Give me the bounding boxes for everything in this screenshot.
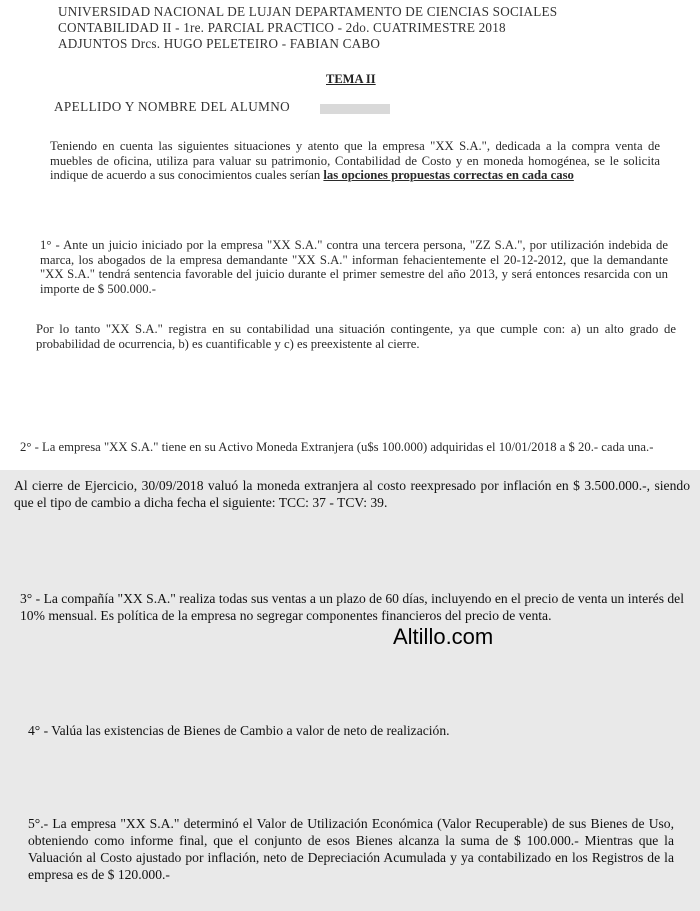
- student-name-label: APELLIDO Y NOMBRE DEL ALUMNO: [54, 99, 291, 114]
- question-1-conclusion: Por lo tanto "XX S.A." registra en su contabilidad una situación contingente, ya que cumple con: a) un alto grado de probabilidad de ocurrencia, b) es cuantificable y c) es preexistente al cierre.: [36, 322, 676, 351]
- question-4-statement: 4° - Valúa las existencias de Bienes de Cambio a valor de neto de realización.: [28, 723, 450, 738]
- question-2-valuation: Al cierre de Ejercicio, 30/09/2018 valuó la moneda extranjera al costo reexpresado por inflación en $ 3.500.000.-, siendo que el tipo de cambio a dicha fecha el siguiente: TCC: 37 - TCV: 39.: [14, 478, 690, 510]
- question-3-statement: 3° - La compañía "XX S.A." realiza todas sus ventas a un plazo de 60 días, incluyendo en el precio de venta un interés del 10% mensual. Es política de la empresa no segregar componentes financieros del precio de venta.: [20, 591, 684, 623]
- exam-theme: TEMA II: [326, 72, 376, 86]
- question-5-statement: 5°.- La empresa "XX S.A." determinó el Valor de Utilización Económica (Valor Recuperable) de sus Bienes de Uso, obteniendo como informe final, que el conjunto de esos Bienes alcanza la suma de $ 100.000.- Mientras que la Valuación al Costo ajustado por inflación, neto de Depreciación Acumulada y ya contabilizado en los Registros de la empresa es de $ 120.000.-: [28, 816, 674, 882]
- intro-paragraph: [50, 139, 660, 183]
- header-course: CONTABILIDAD II - 1re. PARCIAL PRACTICO - 2do. CUATRIMESTRE 2018: [58, 20, 506, 35]
- header-university: UNIVERSIDAD NACIONAL DE LUJAN DEPARTAMENTO DE CIENCIAS SOCIALES: [58, 4, 558, 19]
- header-professors: ADJUNTOS Drcs. HUGO PELETEIRO - FABIAN CABO: [58, 36, 381, 51]
- altillo-watermark: Altillo.com: [393, 624, 494, 649]
- intro-emphasis: las opciones propuestas correctas en cada caso: [323, 168, 574, 182]
- question-2-statement: 2° - La empresa "XX S.A." tiene en su Activo Moneda Extranjera (u$s 100.000) adquiridas el 10/01/2018 a $ 20.- cada una.-: [20, 440, 654, 454]
- question-1-statement: 1° - Ante un juicio iniciado por la empresa "XX S.A." contra una tercera persona, "ZZ S.A.", por utilización indebida de marca, los abogados de la empresa demandante "XX S.A." informan fehacientemente el 20-12-2012, que la demandante "XX S.A." tendrá sentencia favorable del juicio durante el primer semestre del año 2013, y será entonces resarcida con un importe de $ 500.000.-: [40, 238, 668, 296]
- student-name-redacted: [320, 104, 390, 114]
- intro-text: Teniendo en cuenta las siguientes situaciones y atento que la empresa "XX S.A.", dedicada a la compra venta de muebles de oficina, utiliza para valuar su patrimonio, Contabilidad de Costo y en moneda homogénea, se le solicita indique de acuerdo a sus conocimientos cuales serían: [50, 139, 660, 182]
